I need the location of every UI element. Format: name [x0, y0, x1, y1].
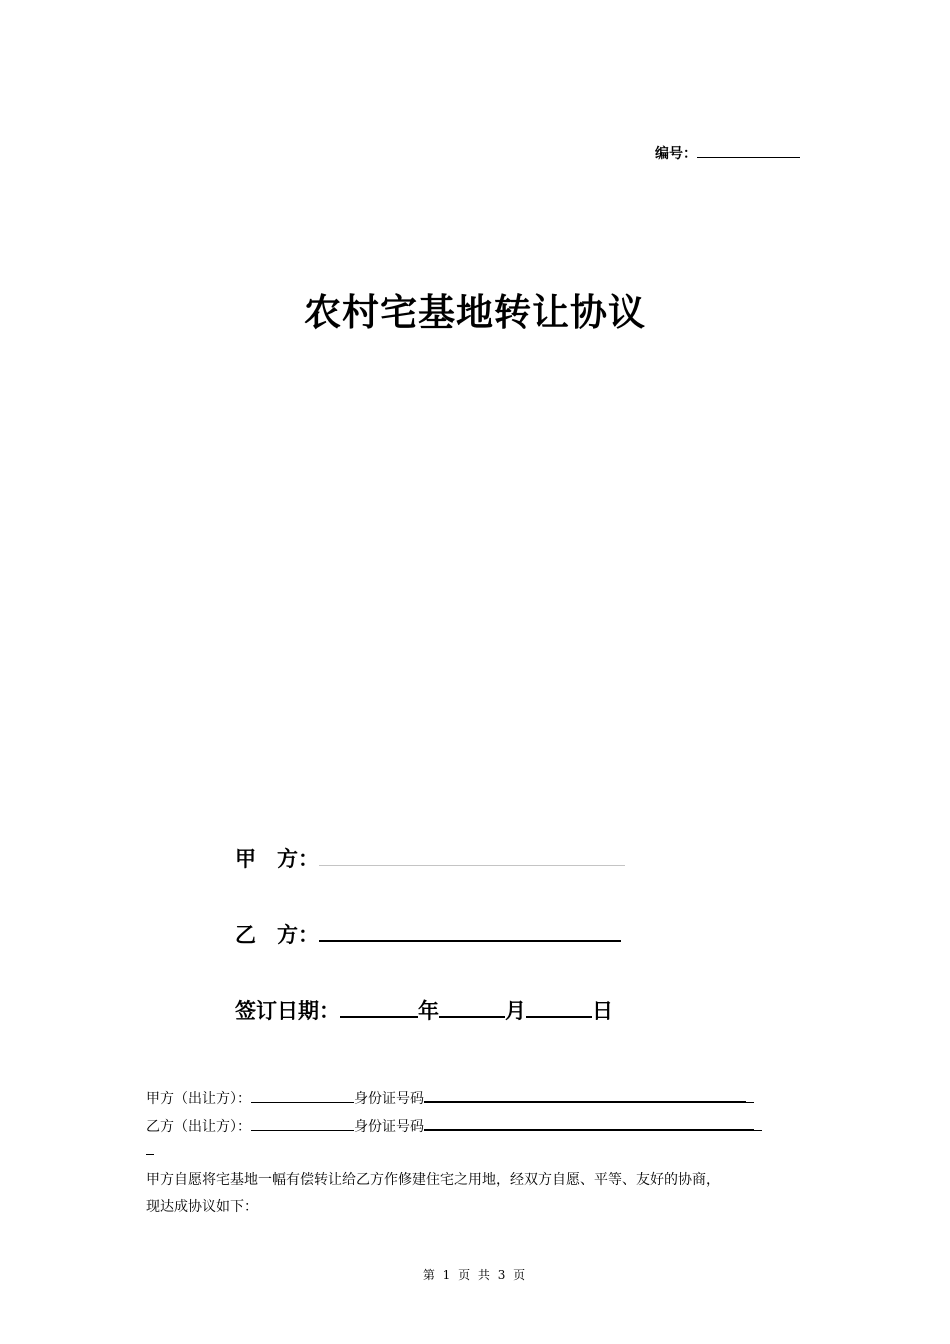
- party-b-id-label: 身份证号码: [354, 1119, 424, 1135]
- party-a-info-label: 甲方（出让方）：: [146, 1091, 251, 1107]
- page-footer: 第 1 页 共 3 页: [422, 1268, 528, 1282]
- month-label: 月: [505, 999, 526, 1023]
- party-a-id-trailing-blank: [746, 1090, 754, 1103]
- party-b-label: 乙 方：: [235, 923, 319, 947]
- serial-number-label: 编号：: [655, 146, 697, 162]
- party-b-field[interactable]: [319, 920, 621, 942]
- party-a-name-field[interactable]: [251, 1088, 354, 1103]
- party-b-id-trailing-blank: [754, 1118, 762, 1131]
- party-a-field[interactable]: [319, 845, 625, 866]
- stray-blank: [146, 1142, 154, 1155]
- party-b-id-field[interactable]: [424, 1115, 754, 1131]
- serial-number-field[interactable]: [697, 143, 800, 158]
- agreement-paragraph-line-2: 现达成协议如下：: [146, 1199, 258, 1215]
- year-label: 年: [418, 999, 439, 1023]
- party-a-label: 甲 方：: [235, 847, 319, 871]
- month-field[interactable]: [439, 996, 505, 1018]
- signing-date-label: 签订日期：: [235, 999, 340, 1023]
- day-label: 日: [592, 999, 613, 1023]
- document-title: 农村宅基地转让协议: [304, 291, 646, 334]
- party-b-info-line: [146, 1115, 762, 1136]
- year-field[interactable]: [340, 996, 418, 1018]
- signing-date-line: [235, 995, 613, 1025]
- party-b-line: [235, 919, 621, 949]
- day-field[interactable]: [526, 996, 592, 1018]
- party-a-id-field[interactable]: [424, 1087, 746, 1103]
- party-a-info-line: [146, 1087, 754, 1108]
- serial-number: [655, 143, 800, 163]
- stray-blank-line: [146, 1142, 154, 1159]
- party-b-info-label: 乙方（出让方）：: [146, 1119, 251, 1135]
- party-a-line: [235, 843, 625, 873]
- party-a-id-label: 身份证号码: [354, 1091, 424, 1107]
- agreement-paragraph-line-1: 甲方自愿将宅基地一幅有偿转让给乙方作修建住宅之用地，经双方自愿、平等、友好的协商，: [146, 1172, 720, 1188]
- party-b-name-field[interactable]: [251, 1116, 354, 1131]
